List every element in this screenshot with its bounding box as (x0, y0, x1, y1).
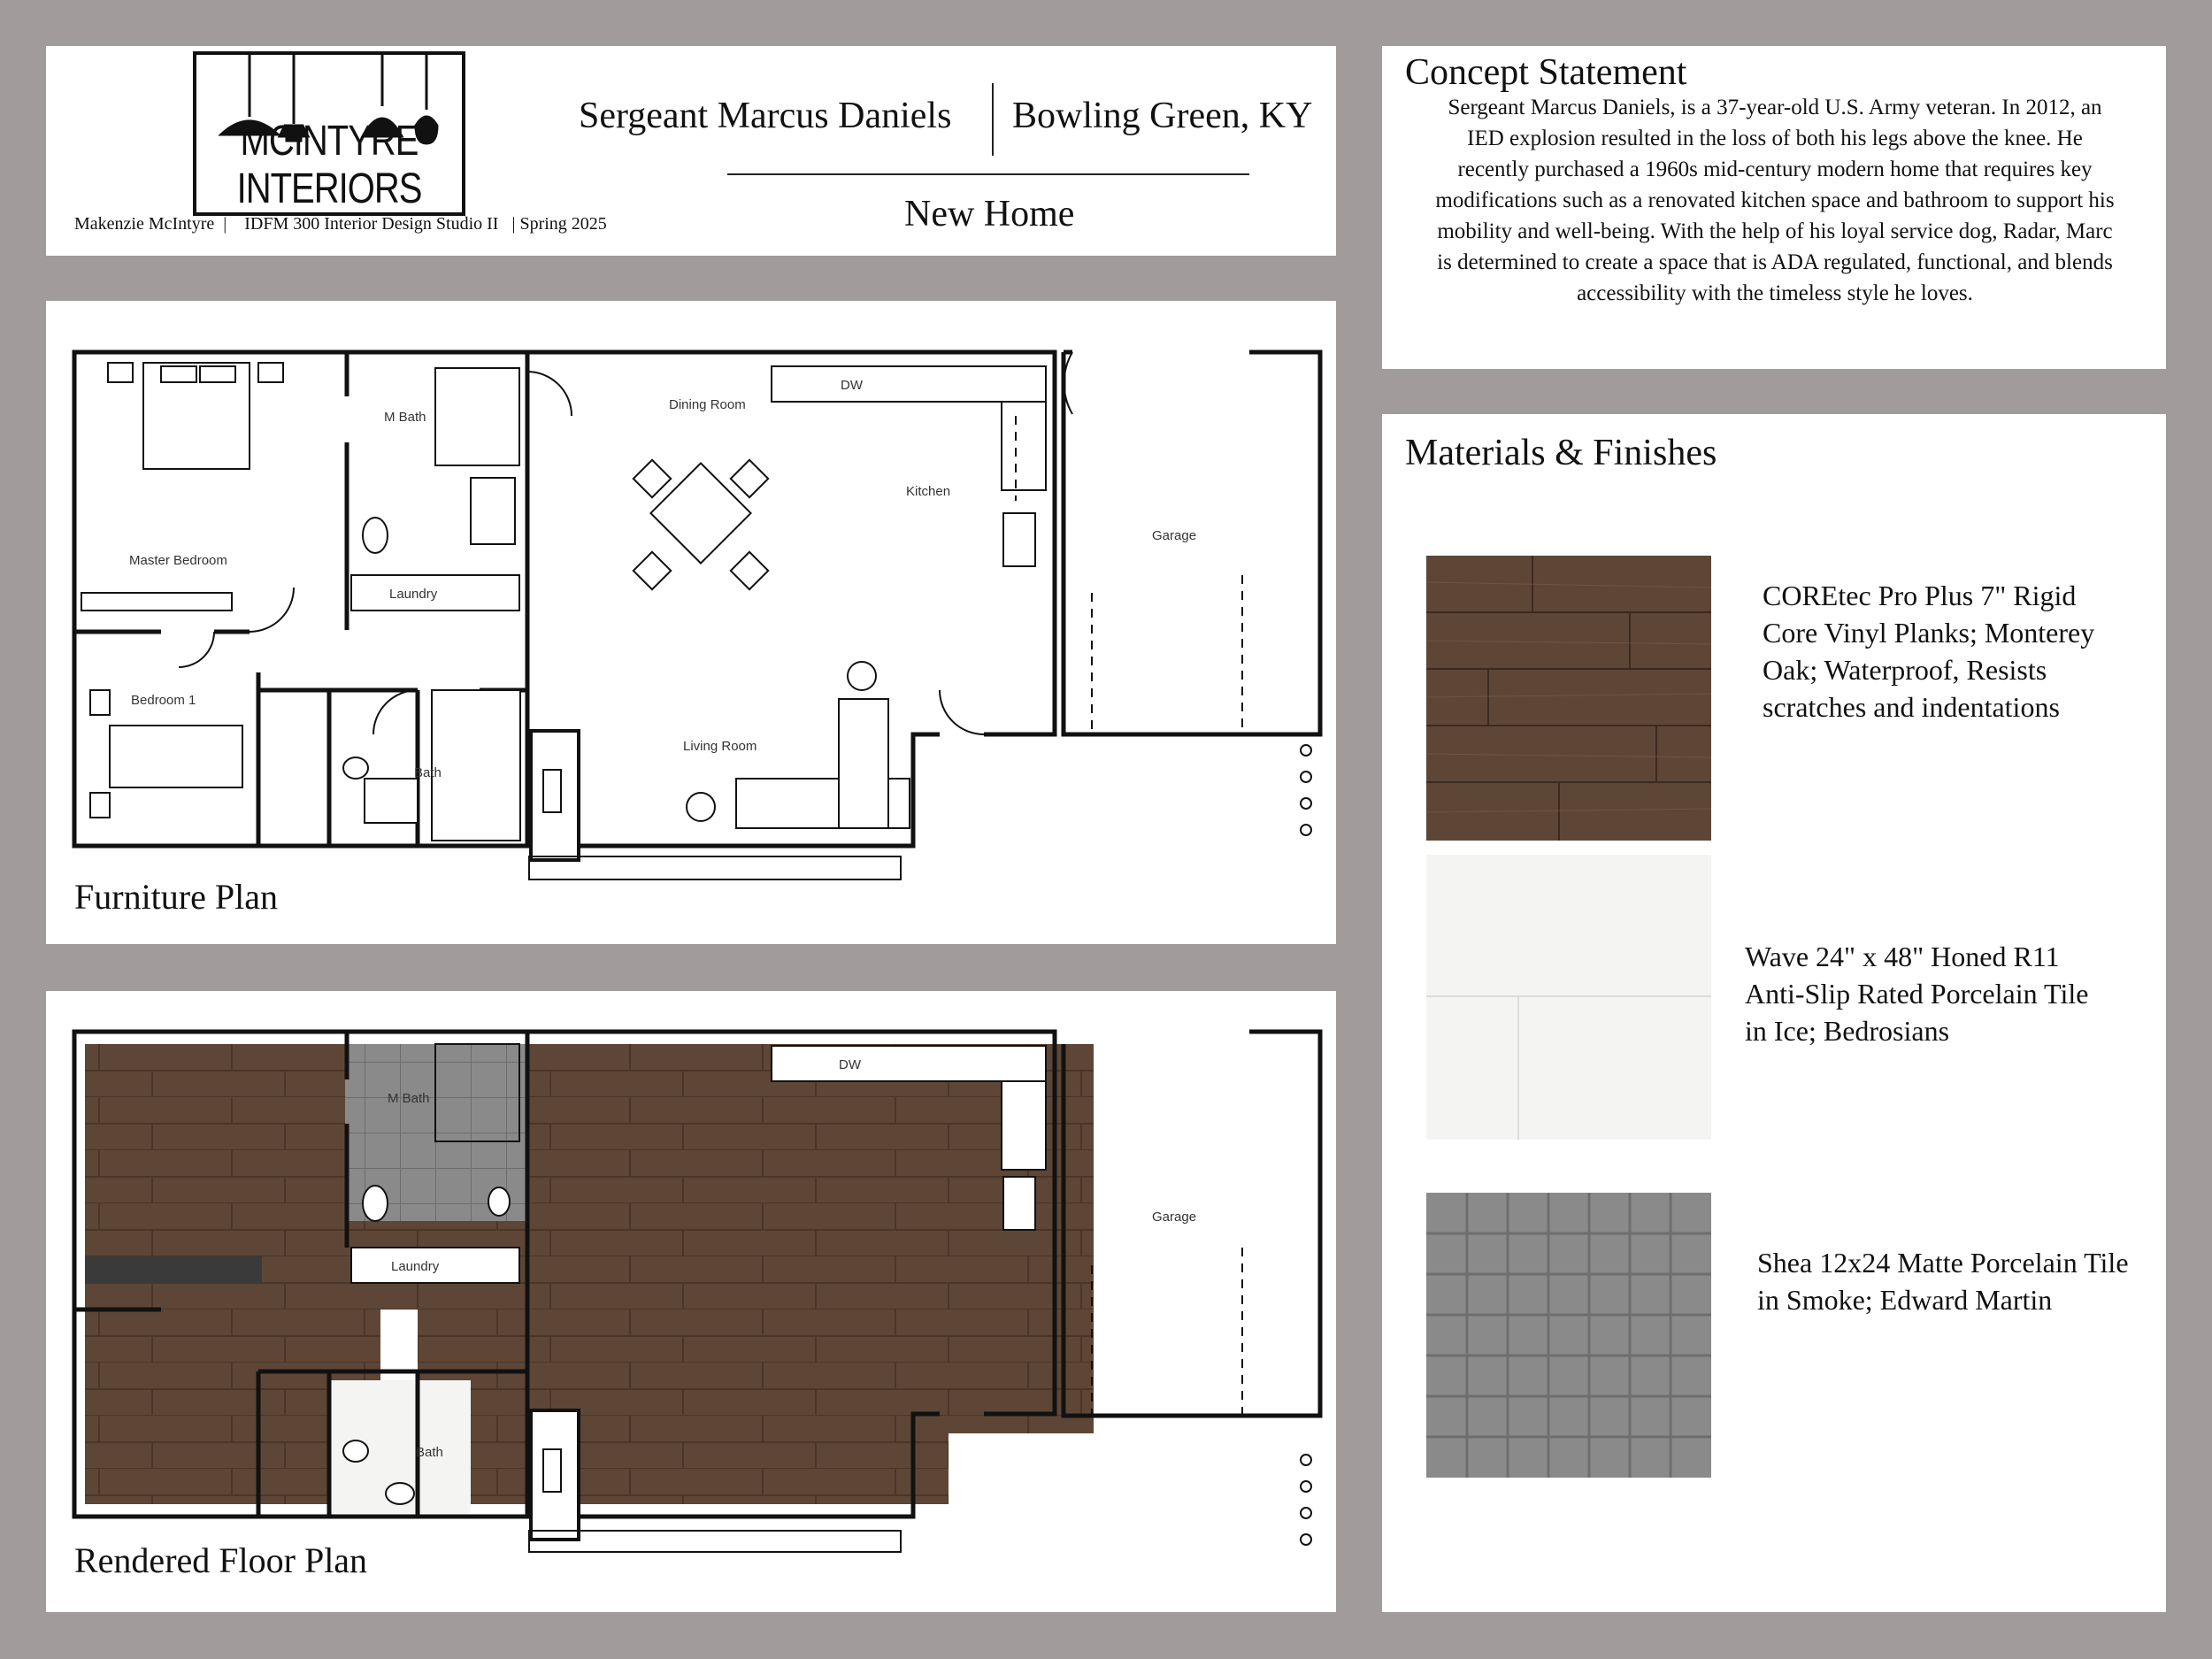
materials-title: Materials & Finishes (1405, 433, 1717, 473)
material-2-text: Wave 24" x 48" Honed R11 Anti-Slip Rated Porcelain Tile in Ice; Bedrosians (1745, 941, 2089, 1047)
furniture-plan-caption: Furniture Plan (74, 877, 278, 917)
label-dining: Dining Room (669, 397, 746, 412)
rendered-plan-caption: Rendered Floor Plan (74, 1540, 368, 1580)
company-logo (193, 51, 465, 216)
label-master-bedroom: Master Bedroom (129, 553, 227, 568)
client-location: Bowling Green, KY (1012, 96, 1313, 136)
material-3-text: Shea 12x24 Matte Porcelain Tile in Smoke; Edward Martin (1757, 1247, 2129, 1316)
gray-tile-swatch (1426, 1193, 1711, 1478)
furniture-plan-drawing (46, 301, 1336, 944)
label-living-room: Living Room (683, 739, 757, 754)
client-name: Sergeant Marcus Daniels (579, 96, 952, 136)
toilet (363, 518, 388, 553)
rendered-label-m-bath: M Bath (388, 1091, 430, 1106)
shower (435, 368, 519, 465)
rendered-plan-panel (46, 991, 1336, 1612)
rendered-label-bath: Bath (416, 1445, 443, 1460)
kitchen-counter (772, 366, 1046, 402)
project-name: New Home (904, 194, 1075, 234)
concept-statement-panel (1382, 46, 2166, 369)
label-garage: Garage (1152, 528, 1197, 543)
title-divider (992, 83, 994, 156)
designer-credit: Makenzie McIntyre | IDFM 300 Interior Design Studio II | Spring 2025 (74, 214, 607, 234)
rendered-plan-drawing (46, 991, 1336, 1612)
logo-wordmark: MCINTYRE INTERIORS (236, 118, 422, 212)
concept-body: Sergeant Marcus Daniels, is a 37-year-old U.S. Army veteran. In 2012, an IED explosion resulted in the loss of both his legs above the knee. He recently purchased a 1960s mid-century modern home that requires key modifications such as a renovated kitchen space and bathroom to support his mobility and well-being. With the help of his loyal service dog, Radar, Marc is determined to create a space that is ADA regulated, functional, and blends accessibility with the timeless style he loves. (1435, 96, 2115, 305)
rendered-label-garage: Garage (1152, 1210, 1197, 1225)
label-bedroom-1: Bedroom 1 (131, 693, 196, 708)
label-m-bath: M Bath (384, 410, 426, 425)
label-bath: Bath (414, 765, 442, 780)
bath-shower (432, 690, 520, 841)
furniture-plan-panel (46, 301, 1336, 944)
material-1-text: COREtec Pro Plus 7" Rigid Core Vinyl Planks; Monterey Oak; Waterproof, Resists scratches and indentations (1763, 580, 2095, 723)
bedroom-1-bed (110, 726, 242, 787)
title-block (46, 46, 1336, 256)
concept-title: Concept Statement (1405, 52, 1687, 93)
materials-panel (1382, 414, 2166, 1612)
white-tile-swatch (1426, 855, 1711, 1140)
rendered-label-dw: DW (839, 1057, 861, 1072)
label-kitchen: Kitchen (906, 484, 951, 499)
wood-plank-swatch (1426, 556, 1711, 841)
title-rule (727, 173, 1249, 175)
label-laundry: Laundry (389, 587, 438, 602)
label-dw: DW (841, 378, 863, 393)
rendered-label-laundry: Laundry (391, 1259, 440, 1274)
